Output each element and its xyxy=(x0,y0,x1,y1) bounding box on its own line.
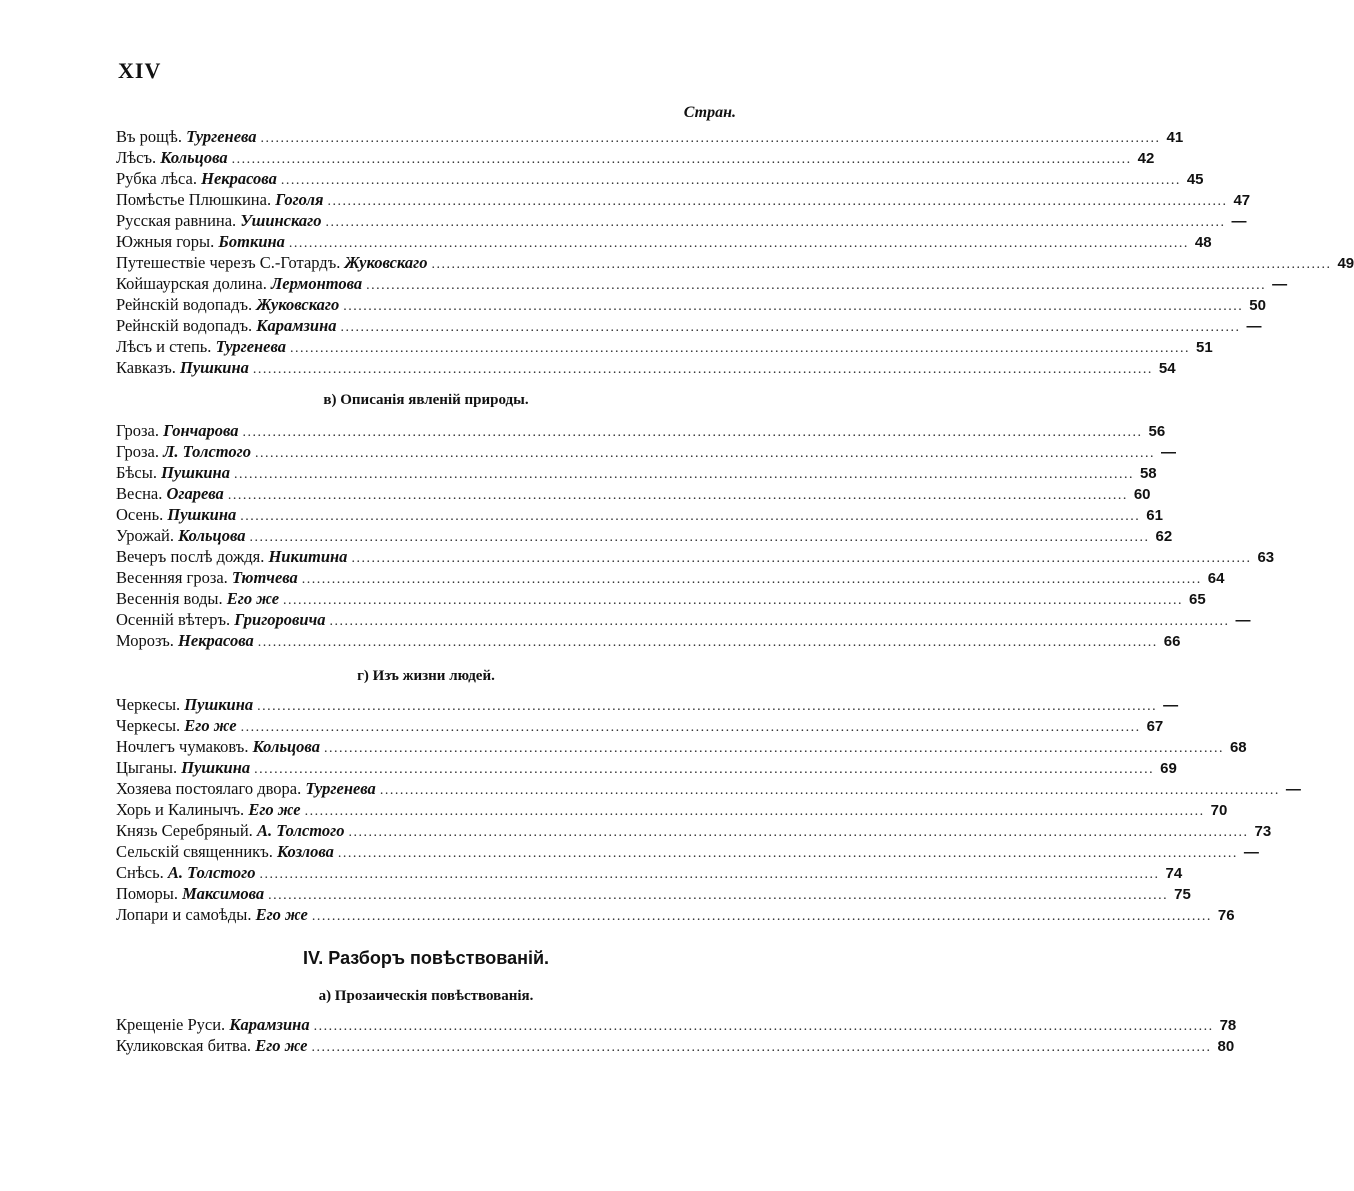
toc-entry xyxy=(116,841,1259,862)
entry-title: Рубка лѣса. xyxy=(116,169,197,188)
entry-page-number: 70 xyxy=(1210,802,1228,819)
toc-entry xyxy=(116,715,1164,736)
leader-dots: .................................................................................................................................................................................... xyxy=(257,635,1158,650)
entry-page-number: — xyxy=(1160,444,1176,461)
toc-entry xyxy=(116,126,1184,147)
entry-author: Жуковскаго xyxy=(344,253,428,272)
toc-section xyxy=(116,1014,1237,1056)
leader-dots: .................................................................................................................................................................................... xyxy=(340,320,1241,335)
entry-author: Его же xyxy=(248,800,301,819)
leader-dots: .................................................................................................................................................................................... xyxy=(240,720,1141,735)
entry-page-number: 42 xyxy=(1137,150,1155,167)
entry-title: Южныя горы. xyxy=(116,232,215,251)
entry-title: Цыганы. xyxy=(116,758,178,777)
entry-title: Весна. xyxy=(116,484,163,503)
toc-entry xyxy=(116,504,1163,525)
leader-dots: .................................................................................................................................................................................... xyxy=(323,741,1224,756)
leader-dots: .................................................................................................................................................................................... xyxy=(343,299,1244,314)
entry-title: Помѣстье Плюшкина. xyxy=(116,190,272,209)
leader-dots: .................................................................................................................................................................................... xyxy=(348,825,1249,840)
entry-author: Ушинскаго xyxy=(240,211,322,230)
toc-entry xyxy=(116,273,1288,294)
entry-author: Григоровича xyxy=(234,610,326,629)
entry-author: А. Толстого xyxy=(167,863,256,882)
entry-page-number: — xyxy=(1285,781,1301,798)
entry-author: Пушкина xyxy=(184,695,254,714)
entry-page-number: 67 xyxy=(1146,718,1164,735)
entry-page-number: 45 xyxy=(1186,171,1204,188)
leader-dots: .................................................................................................................................................................................... xyxy=(231,152,1132,167)
toc-section xyxy=(116,126,1354,378)
leader-dots: .................................................................................................................................................................................... xyxy=(351,551,1252,566)
entry-page-number: 64 xyxy=(1207,570,1225,587)
entry-author: Его же xyxy=(226,589,280,608)
entry-author: Тургенева xyxy=(305,779,376,798)
leader-dots: .................................................................................................................................................................................... xyxy=(260,131,1161,146)
toc-entry xyxy=(116,357,1176,378)
entry-title: Крещеніе Руси. xyxy=(116,1015,226,1034)
entry-page-number: 62 xyxy=(1155,528,1173,545)
entry-page-number: 51 xyxy=(1196,339,1213,356)
leader-dots: .................................................................................................................................................................................... xyxy=(325,215,1226,230)
leader-dots: .................................................................................................................................................................................... xyxy=(283,593,1184,608)
entry-page-number: — xyxy=(1163,697,1179,714)
leader-dots: .................................................................................................................................................................................... xyxy=(313,1019,1214,1034)
toc-entry xyxy=(116,799,1228,820)
entry-author: Его же xyxy=(255,905,308,924)
entry-author: Пушкина xyxy=(167,505,237,524)
toc-entry xyxy=(116,315,1262,336)
toc-entry xyxy=(116,147,1155,168)
leader-dots: .................................................................................................................................................................................... xyxy=(304,804,1205,819)
entry-page-number: 69 xyxy=(1160,760,1177,777)
leader-dots: .................................................................................................................................................................................... xyxy=(379,783,1280,798)
entry-title: Вечеръ послѣ дождя. xyxy=(116,547,265,566)
entry-author: Некрасова xyxy=(178,631,254,650)
leader-dots: .................................................................................................................................................................................... xyxy=(254,446,1155,461)
leader-dots: .................................................................................................................................................................................... xyxy=(327,194,1228,209)
entry-title: Черкесы. xyxy=(116,716,181,735)
page-column-header: Стран. xyxy=(683,104,736,121)
entry-author: Никитина xyxy=(268,547,348,566)
leader-dots: .................................................................................................................................................................................... xyxy=(301,572,1202,587)
entry-title: Морозъ. xyxy=(116,631,174,650)
leader-dots: .................................................................................................................................................................................... xyxy=(288,236,1189,251)
toc-section xyxy=(116,420,1275,651)
entry-author: Тютчева xyxy=(231,568,298,587)
entry-page-number: — xyxy=(1235,612,1251,629)
section-heading: в) Описанія явленій природы. xyxy=(323,392,529,408)
entry-author: Тургенева xyxy=(186,127,257,146)
leader-dots: .................................................................................................................................................................................... xyxy=(257,699,1158,714)
entry-author: Его же xyxy=(255,1036,308,1055)
entry-author: Огарева xyxy=(166,484,224,503)
leader-dots: .................................................................................................................................................................................... xyxy=(254,762,1155,777)
entry-page-number: 66 xyxy=(1163,633,1181,650)
leader-dots: .................................................................................................................................................................................... xyxy=(259,867,1160,882)
entry-author: А. Толстого xyxy=(256,821,345,840)
entry-page-number: 78 xyxy=(1219,1017,1237,1034)
leader-dots: .................................................................................................................................................................................... xyxy=(366,278,1267,293)
toc-entry xyxy=(116,1014,1237,1035)
toc-entry xyxy=(116,904,1235,925)
toc-entry xyxy=(116,231,1212,252)
leader-dots: .................................................................................................................................................................................... xyxy=(268,888,1169,903)
entry-author: Лермонтова xyxy=(270,274,363,293)
entry-title: Кавказъ. xyxy=(116,358,176,377)
entry-page-number: 76 xyxy=(1217,907,1235,924)
entry-title: Гроза. xyxy=(116,421,159,440)
toc-entry xyxy=(116,778,1301,799)
toc-entry xyxy=(116,630,1181,651)
entry-page-number: — xyxy=(1272,276,1288,293)
toc-entry xyxy=(116,168,1204,189)
leader-dots: .................................................................................................................................................................................... xyxy=(240,509,1141,524)
toc-entry xyxy=(116,420,1166,441)
entry-title: Князь Серебряный. xyxy=(116,821,253,840)
entry-title: Осенній вѣтеръ. xyxy=(116,610,231,629)
entry-title: Снѣсь. xyxy=(116,863,164,882)
toc-entry xyxy=(116,567,1225,588)
entry-author: Боткина xyxy=(218,232,285,251)
entry-page-number: 41 xyxy=(1166,129,1184,146)
entry-author: Жуковскаго xyxy=(256,295,340,314)
entry-page-number: 80 xyxy=(1217,1038,1235,1055)
entry-title: Поморы. xyxy=(116,884,179,903)
entry-page-number: 73 xyxy=(1254,823,1272,840)
toc-entry xyxy=(116,694,1179,715)
leader-dots: .................................................................................................................................................................................... xyxy=(311,1040,1212,1055)
leader-dots: .................................................................................................................................................................................... xyxy=(252,362,1153,377)
leader-dots: .................................................................................................................................................................................... xyxy=(329,614,1230,629)
entry-page-number: 60 xyxy=(1133,486,1151,503)
leader-dots: .................................................................................................................................................................................... xyxy=(242,425,1143,440)
section-heading: а) Прозаическія повѣствованія. xyxy=(318,988,534,1004)
entry-author: Л. Толстого xyxy=(163,442,251,461)
toc-entry xyxy=(116,588,1206,609)
entry-title: Лопари и самоѣды. xyxy=(116,905,252,924)
entry-title: Бѣсы. xyxy=(116,463,157,482)
entry-title: Лѣсъ и степь. xyxy=(116,337,212,356)
entry-page-number: 61 xyxy=(1146,507,1163,524)
entry-author: Карамзина xyxy=(229,1015,310,1034)
entry-page-number: 48 xyxy=(1194,234,1212,251)
leader-dots: .................................................................................................................................................................................... xyxy=(431,257,1332,272)
toc-entry xyxy=(116,210,1247,231)
section-heading: г) Изъ жизни людей. xyxy=(357,668,495,684)
entry-author: Карамзина xyxy=(256,316,337,335)
entry-title: Русская равнина. xyxy=(116,211,237,230)
entry-page-number: — xyxy=(1246,318,1262,335)
toc-entry xyxy=(116,336,1213,357)
entry-title: Койшаурская долина. xyxy=(116,274,267,293)
toc-entry xyxy=(116,189,1251,210)
toc-section xyxy=(116,694,1301,925)
entry-author: Кольцова xyxy=(160,148,228,167)
entry-title: Рейнскій водопадъ. xyxy=(116,295,253,314)
entry-title: Хозяева постоялаго двора. xyxy=(116,779,302,798)
entry-title: Весеннія воды. xyxy=(116,589,223,608)
toc-entry xyxy=(116,525,1173,546)
leader-dots: .................................................................................................................................................................................... xyxy=(227,488,1128,503)
entry-author: Некрасова xyxy=(201,169,277,188)
entry-author: Гоголя xyxy=(275,190,324,209)
entry-author: Максимова xyxy=(182,884,265,903)
toc-entry xyxy=(116,546,1275,567)
toc-entry xyxy=(116,736,1247,757)
entry-page-number: 47 xyxy=(1233,192,1251,209)
entry-author: Кольцова xyxy=(178,526,246,545)
entry-page-number: 74 xyxy=(1165,865,1183,882)
entry-title: Осень. xyxy=(116,505,164,524)
entry-title: Лѣсъ. xyxy=(116,148,157,167)
entry-author: Пушкина xyxy=(180,358,249,377)
leader-dots: .................................................................................................................................................................................... xyxy=(311,909,1212,924)
toc-entry xyxy=(116,462,1157,483)
entry-author: Его же xyxy=(184,716,237,735)
entry-title: Урожай. xyxy=(116,526,174,545)
entry-title: Сельскій священникъ. xyxy=(116,842,273,861)
entry-title: Хорь и Калинычъ. xyxy=(116,800,245,819)
toc-entry xyxy=(116,294,1266,315)
entry-author: Гончарова xyxy=(163,421,239,440)
toc-entry xyxy=(116,483,1151,504)
toc-entry xyxy=(116,252,1354,273)
page-number: XIV xyxy=(118,58,162,83)
entry-author: Кольцова xyxy=(252,737,320,756)
leader-dots: .................................................................................................................................................................................... xyxy=(290,341,1191,356)
leader-dots: .................................................................................................................................................................................... xyxy=(249,530,1150,545)
leader-dots: .................................................................................................................................................................................... xyxy=(280,173,1181,188)
entry-title: Черкесы. xyxy=(116,695,181,714)
entry-page-number: 56 xyxy=(1148,423,1166,440)
entry-page-number: 68 xyxy=(1229,739,1247,756)
toc-entry xyxy=(116,862,1183,883)
entry-page-number: 65 xyxy=(1189,591,1206,608)
toc-entry xyxy=(116,441,1176,462)
entry-title: Путешествіе черезъ С.-Готардъ. xyxy=(116,253,341,272)
entry-page-number: 50 xyxy=(1249,297,1266,314)
toc-entry xyxy=(116,883,1191,904)
leader-dots: .................................................................................................................................................................................... xyxy=(337,846,1238,861)
entry-author: Пушкина xyxy=(161,463,230,482)
entry-title: Куликовская битва. xyxy=(116,1036,252,1055)
entry-page-number: 54 xyxy=(1158,360,1176,377)
entry-title: Рейнскій водопадъ. xyxy=(116,316,253,335)
leader-dots: .................................................................................................................................................................................... xyxy=(233,467,1134,482)
entry-title: Въ рощѣ. xyxy=(116,127,182,146)
entry-page-number: 75 xyxy=(1174,886,1191,903)
entry-page-number: 63 xyxy=(1257,549,1275,566)
entry-page-number: — xyxy=(1231,213,1247,230)
entry-title: Гроза. xyxy=(116,442,159,461)
entry-author: Тургенева xyxy=(215,337,287,356)
entry-author: Козлова xyxy=(276,842,334,861)
entry-title: Ночлегъ чумаковъ. xyxy=(116,737,249,756)
entry-title: Весенняя гроза. xyxy=(116,568,228,587)
entry-page-number: — xyxy=(1243,844,1259,861)
entry-page-number: 49 xyxy=(1337,255,1354,272)
entry-page-number: 58 xyxy=(1139,465,1157,482)
toc-entry xyxy=(116,609,1251,630)
toc-entry xyxy=(116,757,1177,778)
toc-entry xyxy=(116,1035,1235,1056)
entry-author: Пушкина xyxy=(181,758,251,777)
toc-entry xyxy=(116,820,1272,841)
part-heading: IV. Разборъ повѣствованій. xyxy=(302,948,550,968)
